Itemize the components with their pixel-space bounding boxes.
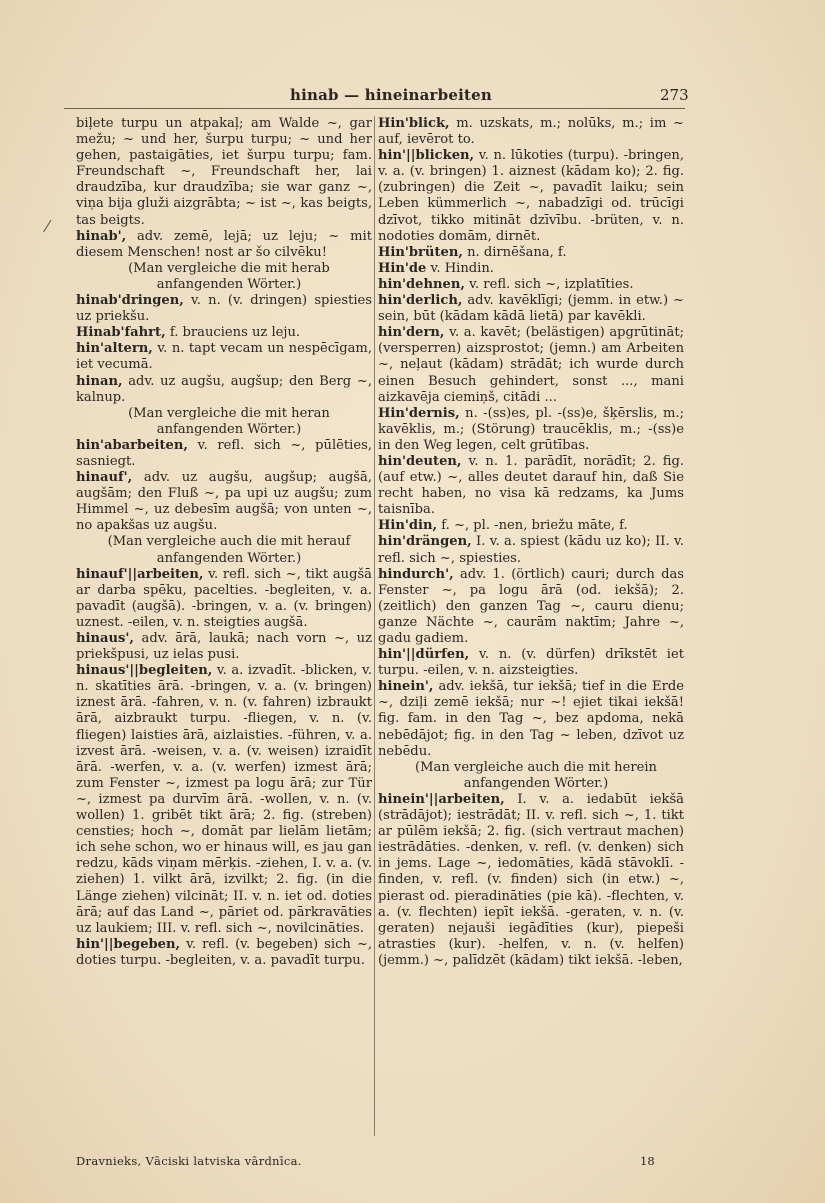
entry-definition: v. a. izvadīt. -blicken, v. n. skatīties ārā. -bringen, v. a. (v. bringen) iznest ārā. -fahren, v. n. (v. fahren) izbraukt ārā, aizbraukt turpu. -fliegen, v. n. (v. fliegen) laisties ārā, aizlaisties. -führen, v. a. izvest ārā. -weisen, v. a. (v. weisen) izraidīt ārā. -werfen, v. a. (v. werfen) izmest ārā; zum Fenster ~, izmest pa logu ārā; zur Tür ~, izmest pa durvīm ārā. -wollen, v. n. (v. wollen) 1. gribēt tikt ārā; 2. fig. (streben) censties; hoch ~, domāt par lielām lietām; ich sehe schon, wo er hinaus will, es jau gan redzu, kāds viņam mērķis. -ziehen, I. v. a. (v. ziehen) 1. vilkt ārā, izvilkt; 2. fig. (in die Länge ziehen) vilcināt; II. v. n. iet od. doties ārā; auf das Land ~, pāriet od. pārkravāties uz laukiem; III. v. refl. sich ~, novilcināties. xyxy=(76,663,372,936)
dictionary-entry xyxy=(378,293,684,325)
entry-headword: hin'dehnen, xyxy=(378,276,465,292)
entry-headword: hinan, xyxy=(76,373,123,389)
entry-headword: Hinab'fahrt, xyxy=(76,325,166,341)
entry-headword: hin'||begeben, xyxy=(76,936,181,952)
entry-definition: n. -(ss)es, pl. -(ss)e, šķērslis, m.; kavēklis, m.; (Störung) traucēklis, m.; -(ss)e in den Weg legen, celt grūtības. xyxy=(378,405,685,453)
entry-headword: hindurch', xyxy=(378,566,454,582)
dictionary-entry xyxy=(76,341,372,373)
entry-headword: hin'altern, xyxy=(76,341,153,357)
entry-headword: hin'drängen, xyxy=(378,534,472,550)
entry-definition: v. refl. sich ~, pūlēties, sasniegt. xyxy=(76,437,372,469)
dictionary-entry xyxy=(378,261,684,277)
entry-headword: hinein', xyxy=(378,679,434,695)
dictionary-entry xyxy=(76,567,372,631)
entry-headword: hin'||blicken, xyxy=(378,148,475,164)
signature-number: 18 xyxy=(640,1154,655,1168)
entry-definition: adv. uz augšu, augšup; den Berg ~, kalnup. xyxy=(76,373,372,405)
dictionary-entry xyxy=(76,229,372,261)
column-divider xyxy=(374,116,375,1136)
footer-credit: Dravnieks, Vāciski latviska vārdnīca. xyxy=(76,1154,302,1168)
dictionary-entry xyxy=(378,277,684,293)
entry-definition: adv. 1. (örtlich) cauri; durch das Fenster ~, pa logu ārā (od. iekšā); 2. (zeitlich) den ganzen Tag ~, cauru dienu; ganze Nächte ~, caurām naktīm; Jahre ~, gadu gadiem. xyxy=(378,566,684,646)
dictionary-entry xyxy=(76,325,372,341)
dictionary-entry xyxy=(76,116,372,229)
entry-headword: hin'derlich, xyxy=(378,293,463,309)
dictionary-entry xyxy=(378,116,684,148)
entry-definition: (Man vergleiche die mit heran anfangenden Wörter.) xyxy=(128,405,330,437)
cross-reference-note xyxy=(378,760,684,792)
dictionary-entry xyxy=(378,245,684,261)
entry-definition: biļete turpu un atpakaļ; am Walde ~, gar mežu; ~ und her, šurpu turpu; ~ und her gehen, pastaigāties, iet šurpu turpu; fam. Freundschaft ~, Freundschaft her, lai draudzība, kur draudzība; sie war ganz ~, viņa bija gluži aizgrābta; ~ ist ~, kas beigts, tas beigts. xyxy=(76,116,372,228)
entry-headword: hin'abarbeiten, xyxy=(76,437,188,453)
entry-definition: adv. zemē, lejā; uz leju; ~ mit diesem Menschen! nost ar šo cilvēku! xyxy=(76,228,372,260)
running-head: hinab — hineinarbeiten xyxy=(290,86,492,104)
entry-definition: v. n. tapt vecam un nespēcīgam, iet vecumā. xyxy=(76,341,372,373)
entry-definition: I. v. a. iedabūt iekšā (strādājot); iestrādāt; II. v. refl. sich ~, 1. tikt ar pūlēm iekšā; 2. fig. (sich vertraut machen) iestrādāties. -denken, v. refl. (v. denken) sich in jems. Lage ~, iedomāties, kādā stāvoklī. -finden, v. refl. (v. finden) sich (in etw.) ~, pierast od. pieradināties (pie kā). -flechten, v. a. (v. flechten) iepīt iekšā. -geraten, v. n. (v. geraten) nejauši iegādīties (kur), piepeši atrasties (kur). -helfen, v. n. (v. helfen) (jemm.) ~, palīdzēt (kādam) tikt iekšā. -leben, xyxy=(378,791,684,968)
entry-definition: v. n. (v. dürfen) drīkstēt iet turpu. -eilen, v. n. aizsteigties. xyxy=(378,647,684,679)
entry-headword: Hin'din, xyxy=(378,518,438,534)
entry-definition: adv. ārā, laukā; nach vorn ~, uz priekšpusi, uz ielas pusi. xyxy=(76,631,372,663)
entry-definition: v. Hindin. xyxy=(430,260,494,276)
entry-definition: I. v. a. spiest (kādu uz ko); II. v. refl. sich ~, spiesties. xyxy=(378,534,684,566)
entry-definition: v. n. (v. dringen) spiesties uz priekšu. xyxy=(76,293,372,325)
dictionary-entry xyxy=(378,406,684,454)
entry-headword: hinauf'||arbeiten, xyxy=(76,566,204,582)
entry-definition: (Man vergleiche die mit herab anfangenden Wörter.) xyxy=(128,260,330,292)
entry-headword: hinaus', xyxy=(76,631,134,646)
dictionary-entry xyxy=(378,679,684,759)
margin-pencil-mark: ⁄ xyxy=(46,217,49,236)
dictionary-entry xyxy=(378,518,684,534)
entry-headword: hin'deuten, xyxy=(378,453,462,469)
entry-definition: adv. uz augšu, augšup; augšā, augšām; den Fluß ~, pa upi uz augšu; zum Himmel ~, uz debesīm augšā; von unten ~, no apakšas uz augšu. xyxy=(76,470,372,534)
entry-definition: v. n. lūkoties (turpu). -bringen, v. a. (v. bringen) 1. aiznest (kādam ko); 2. fig. (zubringen) die Zeit ~, pavadīt laiku; sein Leben kümmerlich ~, nabadzīgi od. trūcīgi dzīvot, tikko mitināt dzīvību. -brüten, v. n. nodoties domām, dirnēt. xyxy=(378,148,684,244)
dictionary-entry xyxy=(76,438,372,470)
entry-definition: (Man vergleiche auch die mit herein anfangenden Wörter.) xyxy=(415,759,657,791)
entry-headword: hinaus'||begleiten, xyxy=(76,663,213,679)
right-column xyxy=(378,116,684,969)
cross-reference-note xyxy=(76,261,372,293)
dictionary-entry xyxy=(378,148,684,245)
entry-headword: hinab'dringen, xyxy=(76,293,184,309)
entry-definition: v. a. kavēt; (belästigen) apgrūtināt; (versperren) aizsprostot; (jemn.) am Arbeiten ~, neļaut (kādam) strādāt; ich wurde durch einen Besuch gehindert, sonst ..., mani aizkavēja ciemiņš, citādi ... xyxy=(378,325,684,405)
entry-headword: hin'||dürfen, xyxy=(378,647,470,663)
dictionary-entry xyxy=(76,631,372,663)
entry-definition: n. dirnēšana, f. xyxy=(467,244,567,260)
left-column xyxy=(76,116,372,969)
dictionary-entry xyxy=(378,325,684,405)
cross-reference-note xyxy=(76,534,372,566)
entry-definition: adv. iekšā, tur iekšā; tief in die Erde ~, dziļi zemē iekšā; nur ~! ejiet tikai iekšā! fig. fam. in den Tag ~, bez apdoma, nekā nebēdājot; fig. in den Tag ~ leben, dzīvot uz nebēdu. xyxy=(378,679,684,759)
dictionary-entry xyxy=(76,374,372,406)
entry-definition: v. refl. sich ~, tikt augšā ar darba spēku, pacelties. -begleiten, v. a. pavadīt (augšā). -bringen, v. a. (v. bringen) uznest. -eilen, v. n. steigties augšā. xyxy=(76,566,372,630)
entry-headword: hinauf', xyxy=(76,470,133,486)
dictionary-entry xyxy=(378,454,684,518)
entry-definition: (Man vergleiche auch die mit herauf anfangenden Wörter.) xyxy=(107,534,351,566)
entry-definition: f. ~, pl. -nen, briežu māte, f. xyxy=(441,518,628,534)
entry-headword: hinein'||arbeiten, xyxy=(378,791,505,807)
entry-definition: v. n. 1. parādīt, norādīt; 2. fig. (auf etw.) ~, alles deutet darauf hin, daß Sie recht haben, no visa kā redzams, ka Jums taisnība. xyxy=(378,453,684,518)
dictionary-entry xyxy=(378,792,684,969)
dictionary-entry xyxy=(76,293,372,325)
entry-headword: Hin'dernis, xyxy=(378,405,460,421)
entry-headword: hin'dern, xyxy=(378,325,445,341)
page-number: 273 xyxy=(660,86,689,104)
dictionary-entry xyxy=(76,470,372,534)
cross-reference-note xyxy=(76,406,372,438)
entry-headword: Hin'blick, xyxy=(378,116,450,131)
entry-definition: m. uzskats, m.; nolūks, m.; im ~ auf, ievērot to. xyxy=(378,116,684,148)
entry-definition: f. brauciens uz leju. xyxy=(169,325,301,341)
dictionary-entry xyxy=(378,534,684,566)
entry-headword: Hin'de xyxy=(378,260,427,276)
entry-headword: hinab', xyxy=(76,228,127,244)
entry-definition: adv. kavēklīgi; (jemm. in etw.) ~ sein, būt (kādam kādā lietā) par kavēkli. xyxy=(378,293,684,325)
dictionary-entry xyxy=(378,567,684,647)
dictionary-entry xyxy=(76,663,372,937)
entry-definition: v. refl. sich ~, izplatīties. xyxy=(469,276,634,292)
dictionary-entry xyxy=(76,937,372,969)
entry-headword: Hin'brüten, xyxy=(378,244,463,260)
dictionary-entry xyxy=(378,647,684,679)
header-rule xyxy=(64,108,685,109)
entry-definition: v. refl. (v. begeben) sich ~, doties turpu. -begleiten, v. a. pavadīt turpu. xyxy=(76,936,372,968)
page-header xyxy=(64,86,689,108)
